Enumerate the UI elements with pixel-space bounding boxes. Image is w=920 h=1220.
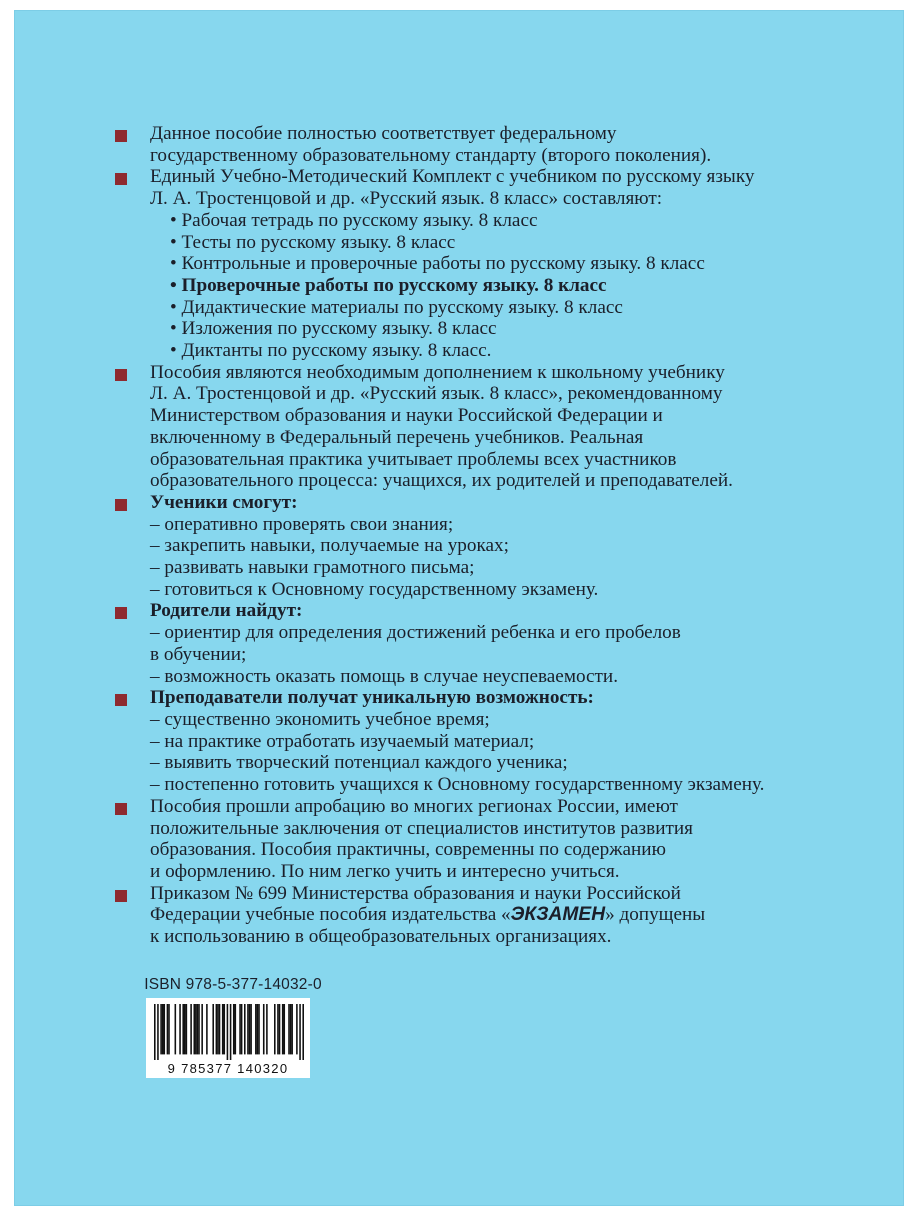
umk-item-check-works: • Проверочные работы по русскому языку. 8 класс: [170, 274, 607, 296]
barcode-bar: [241, 1004, 243, 1054]
barcode-bar: [288, 1004, 290, 1054]
approbation-line-3: образования. Пособия практичны, современны по содержанию: [150, 839, 666, 861]
approbation-paragraph: [112, 796, 902, 883]
umk-item-workbook: • Рабочая тетрадь по русскому языку. 8 класс: [170, 209, 538, 231]
barcode-bar: [223, 1004, 225, 1054]
barcode-bar: [283, 1004, 285, 1054]
barcode-bar: [255, 1004, 257, 1054]
teachers-section: [112, 687, 902, 796]
umk-paragraph: [112, 166, 902, 361]
order-line-1: Приказом № 699 Министерства образования и науки Российской: [150, 882, 681, 904]
intro-line-2: государственному образовательному стандарту (второго поколения).: [150, 144, 712, 166]
barcode-bar: [175, 1004, 177, 1054]
barcode-bar: [157, 1004, 159, 1060]
supplement-line-2: Л. А. Тростенцовой и др. «Русский язык. 8 класс», рекомендованному: [150, 383, 723, 405]
barcode-bar: [302, 1004, 304, 1060]
barcode-bar: [274, 1004, 276, 1054]
supplement-line-6: образовательного процесса: учащихся, их родителей и преподавателей.: [150, 470, 733, 492]
barcode-bar: [222, 1004, 224, 1054]
bullet-square-icon: [115, 369, 127, 381]
barcode-bar: [168, 1004, 170, 1054]
barcode-bar: [190, 1004, 192, 1054]
barcode-bar: [201, 1004, 203, 1054]
parents-item: в обучении;: [150, 643, 247, 665]
barcode-bar: [179, 1004, 181, 1054]
bullet-square-icon: [115, 173, 127, 185]
approbation-line-2: положительные заключения от специалистов институтов развития: [150, 817, 693, 839]
barcode-bar: [299, 1004, 301, 1060]
umk-item-control-works: • Контрольные и проверочные работы по русскому языку. 8 класс: [170, 253, 705, 275]
barcode-bar: [258, 1004, 260, 1054]
intro-line-1: Данное пособие полностью соответствует федеральному: [150, 123, 617, 144]
barcode-bar: [217, 1004, 219, 1054]
barcode-bar: [219, 1004, 221, 1054]
bullet-square-icon: [115, 607, 127, 619]
barcode-bar: [291, 1004, 293, 1054]
barcode-digits: 9 785377 140320: [167, 1061, 289, 1076]
barcode-bar: [195, 1004, 197, 1054]
umk-line-1: Единый Учебно-Методический Комплект с учебником по русскому языку: [150, 166, 755, 188]
barcode-bar: [233, 1004, 235, 1054]
teachers-item: – на практике отработать изучаемый материал;: [150, 730, 535, 752]
barcode-bar: [250, 1004, 252, 1054]
cover-text: [112, 123, 902, 948]
parents-item: – ориентир для определения достижений ребенка и его пробелов: [150, 622, 681, 644]
barcode-bar: [206, 1004, 208, 1054]
barcode-bar: [279, 1004, 281, 1054]
students-item: – оперативно проверять свои знания;: [150, 513, 454, 535]
teachers-item: – постепенно готовить учащихся к Основному государственному экзамену.: [150, 774, 765, 796]
umk-item-dictations: • Диктанты по русскому языку. 8 класс.: [170, 340, 492, 362]
barcode-bar: [235, 1004, 237, 1054]
barcode-bar: [263, 1004, 265, 1054]
barcode-bar: [266, 1004, 268, 1054]
barcode-bar: [160, 1004, 162, 1054]
barcode-bar: [167, 1004, 169, 1054]
teachers-heading: Преподаватели получат уникальную возможность:: [150, 687, 594, 709]
bullet-square-icon: [115, 890, 127, 902]
bullet-square-icon: [115, 694, 127, 706]
barcode-bars: [154, 1004, 304, 1060]
students-heading: Ученики смогут:: [150, 491, 298, 513]
order-line-2-end: » допущены: [605, 904, 706, 926]
teachers-item: – выявить творческий потенциал каждого ученика;: [150, 752, 568, 774]
barcode-bar: [239, 1004, 241, 1054]
barcode-bar: [282, 1004, 284, 1054]
bullet-square-icon: [115, 130, 127, 142]
students-section: [112, 492, 902, 601]
supplement-line-1: Пособия являются необходимым дополнением к школьному учебнику: [150, 361, 725, 383]
barcode-bar: [216, 1004, 218, 1054]
barcode-bar: [184, 1004, 186, 1054]
umk-line-2: Л. А. Тростенцовой и др. «Русский язык. 8 класс» составляют:: [150, 188, 663, 210]
barcode-bar: [197, 1004, 199, 1054]
teachers-item: – существенно экономить учебное время;: [150, 708, 490, 730]
publisher-name: ЭКЗАМЕН: [510, 904, 606, 926]
students-item: – закрепить навыки, получаемые на уроках;: [150, 535, 509, 557]
barcode-bar: [290, 1004, 292, 1054]
barcode-bar: [277, 1004, 279, 1054]
supplement-line-3: Министерством образования и науки Российской Федерации и: [150, 405, 663, 427]
supplement-line-4: включенному в Федеральный перечень учебников. Реальная: [150, 426, 644, 448]
supplement-paragraph: [112, 362, 902, 492]
barcode-bar: [227, 1004, 229, 1060]
students-item: – развивать навыки грамотного письма;: [150, 557, 475, 579]
barcode-bar: [230, 1004, 232, 1060]
barcode-bar: [198, 1004, 200, 1054]
approbation-line-1: Пособия прошли апробацию во многих регионах России, имеют: [150, 795, 678, 817]
parents-item: – возможность оказать помощь в случае неуспеваемости.: [150, 665, 618, 687]
order-paragraph: [112, 883, 902, 948]
barcode-bar: [154, 1004, 156, 1060]
barcode-bar: [247, 1004, 249, 1054]
barcode: [146, 998, 310, 1078]
barcode-bar: [163, 1004, 165, 1054]
bullet-square-icon: [115, 803, 127, 815]
barcode-bar: [182, 1004, 184, 1054]
umk-item-tests: • Тесты по русскому языку. 8 класс: [170, 231, 456, 253]
supplement-line-5: образовательная практика учитывает проблемы всех участников: [150, 448, 677, 470]
barcode-bar: [193, 1004, 195, 1054]
bullet-square-icon: [115, 499, 127, 511]
umk-item-didactic: • Дидактические материалы по русскому языку. 8 класс: [170, 296, 623, 318]
order-line-3: к использованию в общеобразовательных организациях.: [150, 926, 612, 948]
barcode-bar: [162, 1004, 164, 1054]
parents-section: [112, 600, 902, 687]
isbn-label: ISBN 978-5-377-14032-0: [144, 976, 322, 993]
students-item: – готовиться к Основному государственному экзамену.: [150, 578, 599, 600]
parents-heading: Родители найдут:: [150, 600, 303, 622]
umk-item-expositions: • Изложения по русскому языку. 8 класс: [170, 318, 497, 340]
barcode-bar: [296, 1004, 298, 1054]
barcode-bar: [212, 1004, 214, 1054]
intro-paragraph: [112, 123, 902, 166]
barcode-bar: [249, 1004, 251, 1054]
order-line-2-start: Федерации учебные пособия издательства «: [150, 904, 511, 926]
barcode-bar: [186, 1004, 188, 1054]
order-line-2: [150, 904, 902, 926]
barcode-bar: [244, 1004, 246, 1054]
barcode-bar: [257, 1004, 259, 1054]
approbation-line-4: и оформлению. По ним легко учить и интересно учиться.: [150, 860, 620, 882]
